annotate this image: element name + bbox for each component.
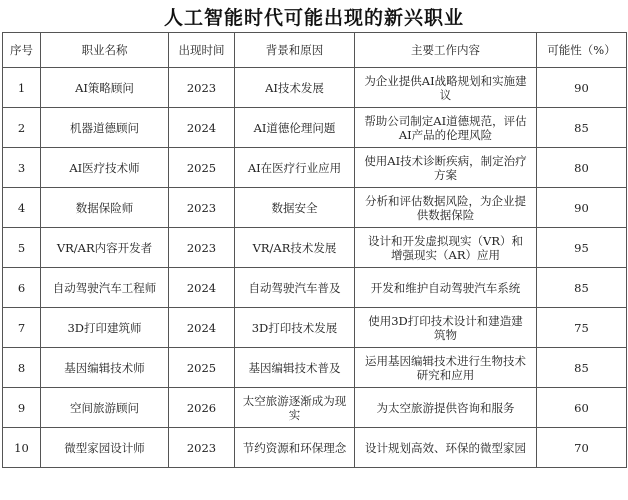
cell-work: 使用3D打印技术设计和建造建筑物 (355, 308, 537, 348)
cell-job-name: AI策略顾问 (41, 68, 169, 108)
table-row (3, 68, 627, 108)
cell-number: 3 (3, 148, 41, 188)
cell-job-name: 基因编辑技术师 (41, 348, 169, 388)
cell-number: 7 (3, 308, 41, 348)
header-reason: 背景和原因 (235, 33, 355, 68)
cell-probability: 70 (537, 428, 627, 468)
table-row (3, 188, 627, 228)
cell-job-name: 空间旅游顾问 (41, 388, 169, 428)
cell-reason: AI技术发展 (235, 68, 355, 108)
cell-number: 2 (3, 108, 41, 148)
cell-probability: 90 (537, 68, 627, 108)
table-row (3, 148, 627, 188)
cell-number: 8 (3, 348, 41, 388)
cell-job-name: 自动驾驶汽车工程师 (41, 268, 169, 308)
table-row (3, 388, 627, 428)
cell-reason: 太空旅游逐渐成为现实 (235, 388, 355, 428)
cell-job-name: 机器道德顾问 (41, 108, 169, 148)
cell-work: 设计规划高效、环保的微型家园 (355, 428, 537, 468)
cell-year: 2024 (169, 268, 235, 308)
cell-probability: 85 (537, 108, 627, 148)
cell-reason: AI在医疗行业应用 (235, 148, 355, 188)
header-year: 出现时间 (169, 33, 235, 68)
cell-work: 为太空旅游提供咨询和服务 (355, 388, 537, 428)
cell-number: 1 (3, 68, 41, 108)
cell-year: 2024 (169, 308, 235, 348)
cell-job-name: 微型家园设计师 (41, 428, 169, 468)
cell-work: 使用AI技术诊断疾病，制定治疗方案 (355, 148, 537, 188)
cell-probability: 95 (537, 228, 627, 268)
cell-year: 2023 (169, 428, 235, 468)
page-title: 人工智能时代可能出现的新兴职业 (163, 7, 464, 29)
cell-reason: 基因编辑技术普及 (235, 348, 355, 388)
cell-work: 开发和维护自动驾驶汽车系统 (355, 268, 537, 308)
cell-number: 5 (3, 228, 41, 268)
table-row (3, 348, 627, 388)
cell-reason: 自动驾驶汽车普及 (235, 268, 355, 308)
cell-reason: 3D打印技术发展 (235, 308, 355, 348)
cell-probability: 90 (537, 188, 627, 228)
table-row (3, 228, 627, 268)
cell-work: 帮助公司制定AI道德规范，评估AI产品的伦理风险 (355, 108, 537, 148)
cell-number: 9 (3, 388, 41, 428)
cell-work: 分析和评估数据风险，为企业提供数据保险 (355, 188, 537, 228)
cell-number: 10 (3, 428, 41, 468)
cell-reason: 节约资源和环保理念 (235, 428, 355, 468)
cell-number: 4 (3, 188, 41, 228)
cell-reason: AI道德伦理问题 (235, 108, 355, 148)
cell-probability: 85 (537, 268, 627, 308)
cell-year: 2025 (169, 348, 235, 388)
header-number: 序号 (3, 33, 41, 68)
cell-probability: 75 (537, 308, 627, 348)
table-row (3, 268, 627, 308)
cell-year: 2026 (169, 388, 235, 428)
table-row (3, 108, 627, 148)
cell-year: 2023 (169, 228, 235, 268)
cell-year: 2025 (169, 148, 235, 188)
cell-year: 2023 (169, 68, 235, 108)
table-header-row (3, 33, 627, 68)
table-row (3, 428, 627, 468)
cell-number: 6 (3, 268, 41, 308)
careers-table (2, 32, 627, 468)
cell-job-name: AI医疗技术师 (41, 148, 169, 188)
cell-work: 为企业提供AI战略规划和实施建议 (355, 68, 537, 108)
cell-year: 2024 (169, 108, 235, 148)
cell-work: 运用基因编辑技术进行生物技术研究和应用 (355, 348, 537, 388)
cell-probability: 60 (537, 388, 627, 428)
header-work: 主要工作内容 (355, 33, 537, 68)
cell-year: 2023 (169, 188, 235, 228)
header-probability: 可能性（%） (537, 33, 627, 68)
cell-probability: 85 (537, 348, 627, 388)
cell-job-name: 3D打印建筑师 (41, 308, 169, 348)
header-job-name: 职业名称 (41, 33, 169, 68)
cell-work: 设计和开发虚拟现实（VR）和增强现实（AR）应用 (355, 228, 537, 268)
cell-probability: 80 (537, 148, 627, 188)
cell-job-name: 数据保险师 (41, 188, 169, 228)
table-row (3, 308, 627, 348)
cell-reason: VR/AR技术发展 (235, 228, 355, 268)
cell-reason: 数据安全 (235, 188, 355, 228)
cell-job-name: VR/AR内容开发者 (41, 228, 169, 268)
